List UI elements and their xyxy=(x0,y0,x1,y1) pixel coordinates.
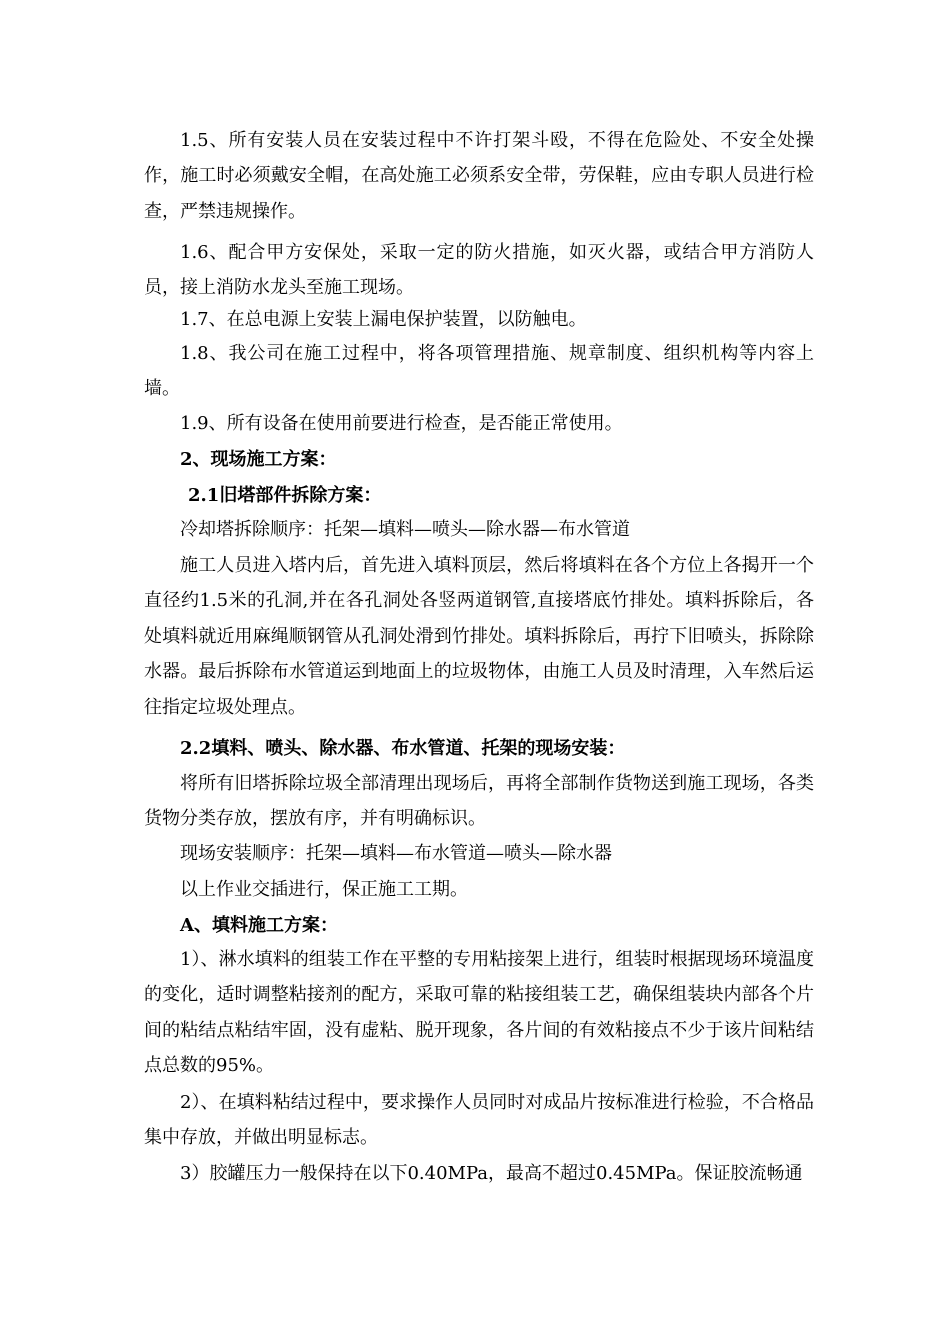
paragraph-install-order: 现场安装顺序：托架—填料—布水管道—喷头—除水器 xyxy=(180,843,612,864)
paragraph-cross-operation: 以上作业交插进行，保正施工工期。 xyxy=(180,879,468,900)
paragraph-removal-order: 冷却塔拆除顺序：托架—填料—喷头—除水器—布水管道 xyxy=(180,519,630,540)
paragraph-a-2: 2）、在填料粘结过程中，要求操作人员同时对成品片按标准进行检验，不合格品集中存放，并做出明显标志。 xyxy=(144,1092,814,1149)
paragraph-1-9: 1.9、所有设备在使用前要进行检查，是否能正常使用。 xyxy=(180,413,623,434)
paragraph-site-clearing: 将所有旧塔拆除垃圾全部清理出现场后，再将全部制作货物送到施工现场，各类货物分类存放，摆放有序，并有明确标识。 xyxy=(144,773,814,830)
paragraph-1-8: 1.8、我公司在施工过程中，将各项管理措施、规章制度、组织机构等内容上墙。 xyxy=(144,343,814,400)
paragraph-removal-procedure: 施工人员进入塔内后，首先进入填料顶层，然后将填料在各个方位上各揭开一个直径约1.5米的孔洞,并在各孔洞处各竖两道钢管,直接塔底竹排处。填料拆除后，各处填料就近用麻绳顺钢管从孔洞处滑到竹排处。填料拆除后，再拧下旧喷头，拆除除水器。最后拆除布水管道运到地面上的垃圾物体，由施工人员及时清理，入车然后运往指定垃圾处理点。 xyxy=(144,555,814,718)
paragraph-a-1: 1）、淋水填料的组装工作在平整的专用粘接架上进行，组装时根据现场环境温度的变化，适时调整粘接剂的配方，采取可靠的粘接组装工艺，确保组装块内部各个片间的粘结点粘结牢固，没有虚粘、脱开现象，各片间的有效粘接点不少于该片间粘结点总数的95%。 xyxy=(144,949,814,1077)
section-heading-2-2: 2.2填料、喷头、除水器、布水管道、托架的现场安装： xyxy=(180,738,626,759)
paragraph-1-5: 1.5、所有安装人员在安装过程中不许打架斗殴，不得在危险处、不安全处操作，施工时必须戴安全帽，在高处施工必须系安全带，劳保鞋，应由专职人员进行检查，严禁违规操作。 xyxy=(144,130,814,222)
section-heading-a: A、填料施工方案： xyxy=(180,915,338,936)
section-heading-2: 2、现场施工方案： xyxy=(180,449,337,470)
paragraph-1-6: 1.6、配合甲方安保处，采取一定的防火措施，如灭火器，或结合甲方消防人员，接上消防水龙头至施工现场。 xyxy=(144,242,814,299)
paragraph-a-3: 3）胶罐压力一般保持在以下0.40MPa，最高不超过0.45MPa。保证胶流畅通 xyxy=(180,1163,803,1184)
section-heading-2-1: 2.1旧塔部件拆除方案： xyxy=(188,485,382,506)
paragraph-1-7: 1.7、在总电源上安装上漏电保护装置，以防触电。 xyxy=(180,309,587,330)
